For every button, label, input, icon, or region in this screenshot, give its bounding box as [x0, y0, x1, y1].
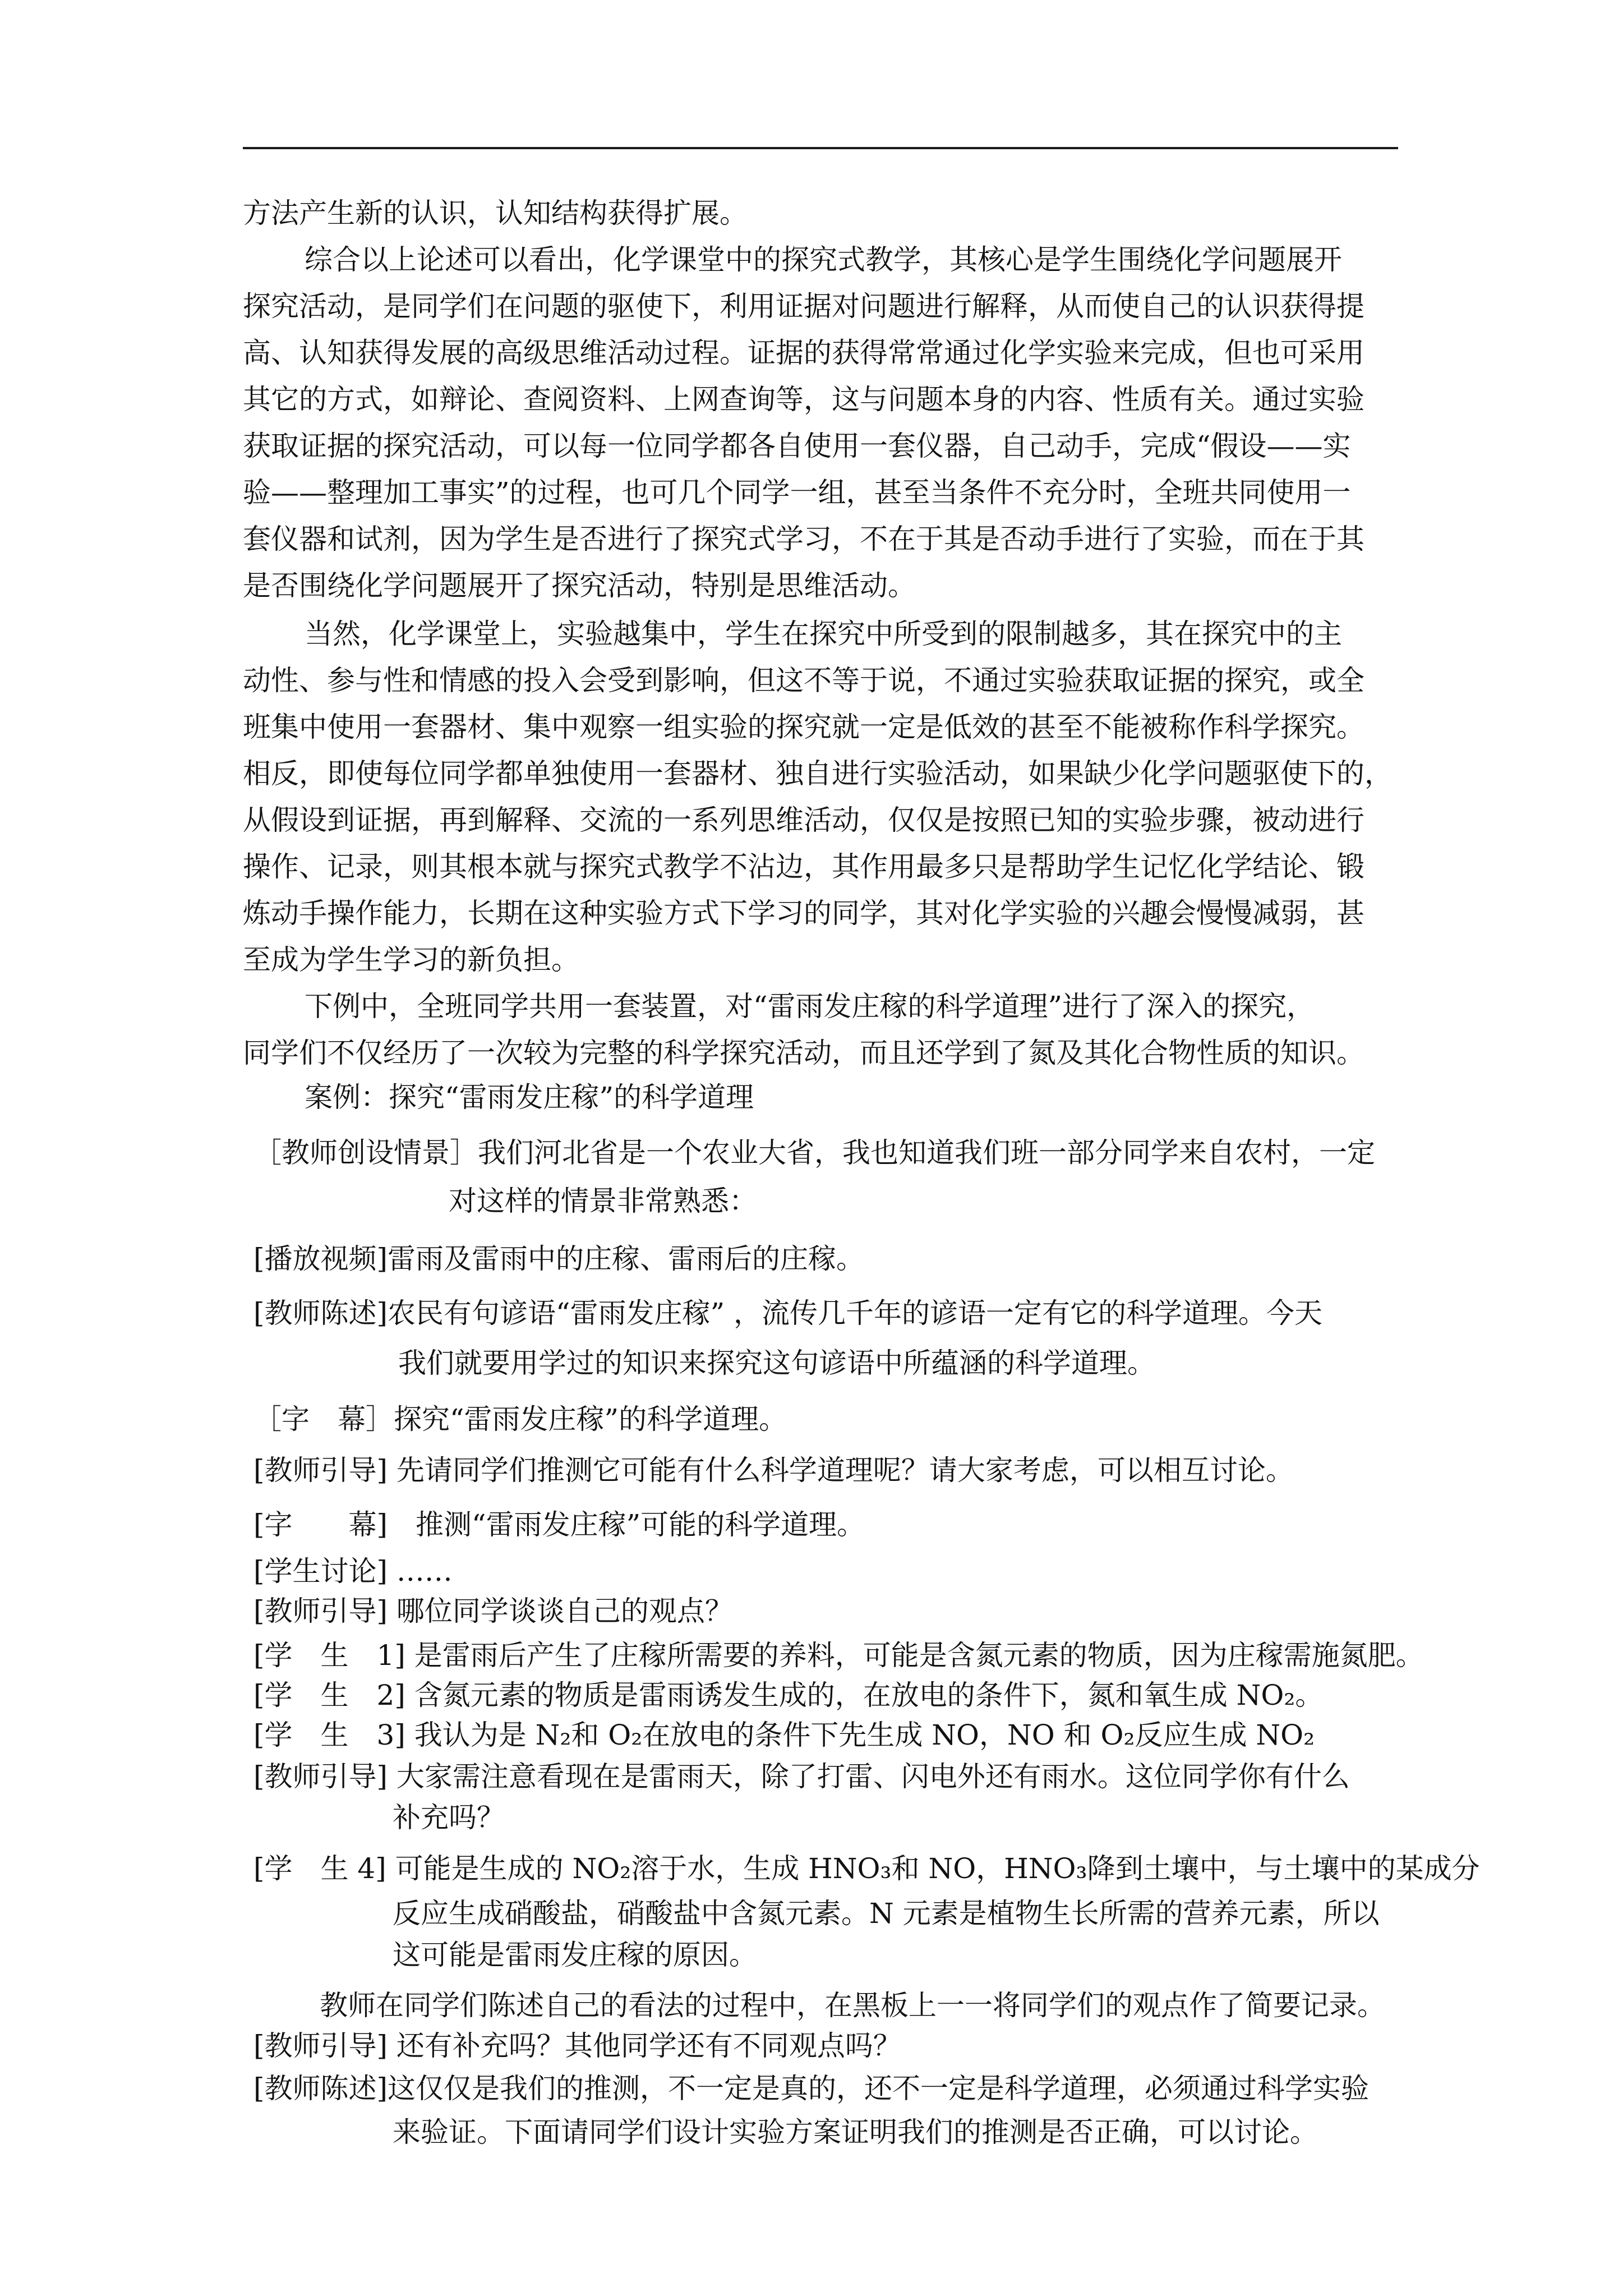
text-line: 是否围绕化学问题展开了探究活动，特别是思维活动。	[243, 569, 916, 602]
dialogue-line: [教师引导] 先请同学们推测它可能有什么科学道理呢？请大家考虑，可以相互讨论。	[253, 1454, 1294, 1487]
dialogue-line: [学 生 4] 可能是生成的 NO₂溶于水，生成 HNO₃和 NO，HNO₃降到土壤中，与土壤中的某成分	[253, 1852, 1480, 1885]
dialogue-line: [学 生 2] 含氮元素的物质是雷雨诱发生成的，在放电的条件下，氮和氧生成 NO₂。	[253, 1679, 1324, 1711]
dialogue-line: [学 生 1] 是雷雨后产生了庄稼所需要的养料，可能是含氮元素的物质，因为庄稼需施氮肥。	[253, 1639, 1424, 1672]
dialogue-line: 反应生成硝酸盐，硝酸盐中含氮元素。N 元素是植物生长所需的营养元素，所以	[393, 1897, 1380, 1930]
text-line: 获取证据的探究活动，可以每一位同学都各自使用一套仪器，自己动手，完成“假设——实	[243, 430, 1351, 462]
text-line: 其它的方式，如辩论、查阅资料、上网查询等，这与问题本身的内容、性质有关。通过实验	[243, 383, 1364, 416]
text-line: 炼动手操作能力，长期在这种实验方式下学习的同学，其对化学实验的兴趣会慢慢减弱，甚	[243, 897, 1364, 930]
dialogue-line: 来验证。下面请同学们设计实验方案证明我们的推测是否正确，可以讨论。	[393, 2116, 1318, 2148]
dialogue-line: ［教师创设情景］我们河北省是一个农业大省，我也知道我们班一部分同学来自农村，一定	[253, 1137, 1375, 1169]
dialogue-line: [学 生 3] 我认为是 N₂和 O₂在放电的条件下先生成 NO，NO 和 O₂反应生成 NO₂	[253, 1719, 1315, 1751]
dialogue-line: [教师陈述]这仅仅是我们的推测，不一定是真的，还不一定是科学道理，必须通过科学实验	[253, 2072, 1370, 2105]
text-line: 当然，化学课堂上，实验越集中，学生在探究中所受到的限制越多，其在探究中的主	[305, 618, 1342, 650]
dialogue-line: [播放视频]雷雨及雷雨中的庄稼、雷雨后的庄稼。	[253, 1243, 865, 1275]
dialogue-line: [教师陈述]农民有句谚语“雷雨发庄稼” ，流传几千年的谚语一定有它的科学道理。今天	[253, 1297, 1323, 1329]
dialogue-line: ［字 幕］探究“雷雨发庄稼”的科学道理。	[253, 1403, 787, 1435]
dialogue-line: [教师引导] 大家需注意看现在是雷雨天，除了打雷、闪电外还有雨水。这位同学你有什么	[253, 1760, 1350, 1793]
text-line: 套仪器和试剂，因为学生是否进行了探究式学习，不在于其是否动手进行了实验，而在于其	[243, 523, 1364, 555]
dialogue-line: 我们就要用学过的知识来探究这句谚语中所蕴涵的科学道理。	[398, 1347, 1155, 1379]
text-line: 方法产生新的认识，认知结构获得扩展。	[243, 197, 748, 229]
text-line: 下例中，全班同学共用一套装置，对“雷雨发庄稼的科学道理”进行了深入的探究，	[305, 990, 1315, 1023]
text-line: 同学们不仅经历了一次较为完整的科学探究活动，而且还学到了氮及其化合物性质的知识。	[243, 1037, 1364, 1069]
dialogue-line: [学生讨论] ……	[253, 1555, 453, 1588]
text-line: 综合以上论述可以看出，化学课堂中的探究式教学，其核心是学生围绕化学问题展开	[305, 243, 1342, 276]
text-line: 动性、参与性和情感的投入会受到影响，但这不等于说，不通过实验获取证据的探究，或全	[243, 664, 1364, 697]
dialogue-line: 这可能是雷雨发庄稼的原因。	[393, 1939, 757, 1971]
dialogue-line: [教师引导] 哪位同学谈谈自己的观点？	[253, 1595, 733, 1627]
dialogue-line: 补充吗？	[393, 1801, 505, 1834]
text-line: 教师在同学们陈述自己的看法的过程中，在黑板上一一将同学们的观点作了简要记录。	[320, 1989, 1385, 2022]
header-rule	[243, 147, 1398, 149]
text-line: 班集中使用一套器材、集中观察一组实验的探究就一定是低效的甚至不能被称作科学探究。	[243, 711, 1364, 743]
text-line: 操作、记录，则其根本就与探究式教学不沾边，其作用最多只是帮助学生记忆化学结论、锻	[243, 850, 1364, 883]
text-line: 至成为学生学习的新负担。	[243, 944, 579, 976]
dialogue-line: [教师引导] 还有补充吗？其他同学还有不同观点吗？	[253, 2030, 901, 2062]
text-line: 案例：探究“雷雨发庄稼”的科学道理	[305, 1081, 754, 1114]
dialogue-line: 对这样的情景非常熟悉：	[449, 1185, 757, 1217]
text-line: 相反，即使每位同学都单独使用一套器材、独自进行实验活动，如果缺少化学问题驱使下的，	[243, 757, 1393, 790]
text-line: 从假设到证据，再到解释、交流的一系列思维活动，仅仅是按照已知的实验步骤，被动进行	[243, 804, 1364, 836]
text-line: 高、认知获得发展的高级思维活动过程。证据的获得常常通过化学实验来完成，但也可采用	[243, 337, 1364, 369]
dialogue-line: [字 幕] 推测“雷雨发庄稼”可能的科学道理。	[253, 1508, 865, 1541]
text-line: 验——整理加工事实”的过程，也可几个同学一组，甚至当条件不充分时，全班共同使用一	[243, 476, 1351, 509]
text-line: 探究活动，是同学们在问题的驱使下，利用证据对问题进行解释，从而使自己的认识获得提	[243, 290, 1364, 323]
